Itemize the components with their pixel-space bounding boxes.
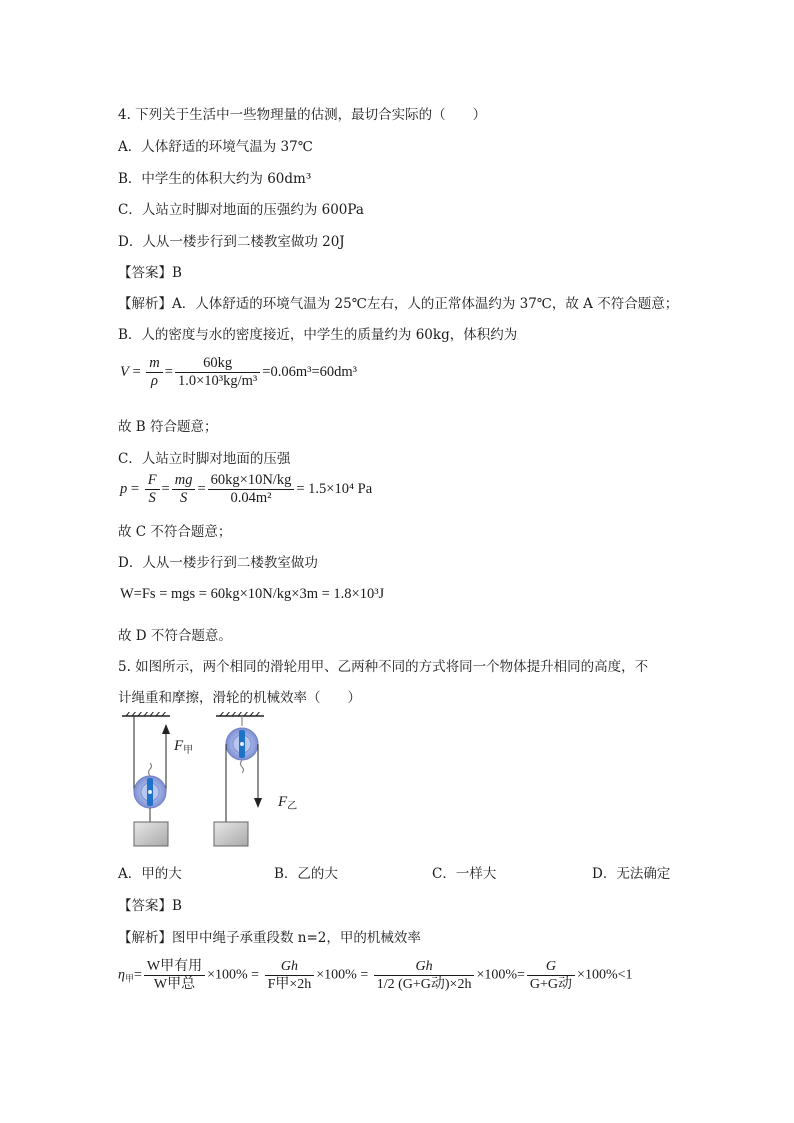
eq-numerator: G <box>527 958 575 976</box>
eq-denominator: 0.04m² <box>230 490 272 506</box>
pulley-diagram <box>118 712 318 852</box>
force-label-yi: $F_乙$ <box>278 794 298 812</box>
q5-equation-efficiency: $\eta_甲=$ $\frac{\text{W甲有用}}{\text{W甲总}}$ ×100% = $\frac{Gh}{\text{F甲×2h}}$ ×100% = $\frac{Gh}{\text{1/2 (G+G动)×2h}}$ ×100%= $\frac{G}{\text{G+G动}}$ ×100%<1 <box>118 959 633 992</box>
eq-denominator: 1.0×10³kg/m³ <box>177 373 258 389</box>
q4-equation-volume: V = $\frac{m}{\rho}$ = $\frac{60kg}{\text{1.0×10³kg/m³}}$ =0.06m³=60dm³ <box>120 355 358 389</box>
eq-numerator: F <box>145 472 160 490</box>
q4-conclusion-d: 故 D 不符合题意。 <box>118 628 232 644</box>
eq-fraction <box>146 355 162 390</box>
eq-percent: ×100% <box>476 967 518 983</box>
eq-fraction <box>175 355 260 390</box>
eq-fraction <box>145 472 160 507</box>
force-label-jia: $F_甲$ <box>174 738 194 756</box>
eq-fraction <box>265 958 315 993</box>
q4-option-b: B．中学生的体积大约为 60dm³ <box>118 171 312 187</box>
q5-answer: 【答案】B <box>118 898 182 914</box>
q4-option-c: C．人站立时脚对地面的压强约为 600Pa <box>118 202 364 218</box>
question-5-stem-line2: 计绳重和摩擦，滑轮的机械效率（ ） <box>118 690 361 706</box>
eq-fraction <box>208 472 295 507</box>
q4-analysis-d: D．人从一楼步行到二楼教室做功 <box>118 555 318 571</box>
eq-denominator: F甲×2h <box>267 977 312 992</box>
eq-denominator: S <box>148 490 156 506</box>
eq-percent: ×100% <box>316 967 357 983</box>
q5-option-a: A．甲的大 <box>118 866 182 882</box>
eq-numerator: 60kg×10N/kg <box>208 472 295 490</box>
q5-option-b: B．乙的大 <box>274 866 338 882</box>
eq-symbol: η <box>118 967 125 983</box>
eq-fraction <box>374 958 475 993</box>
q4-answer: 【答案】B <box>118 265 182 281</box>
eq-half: 1/2 <box>376 977 395 992</box>
eq-symbol: p <box>120 480 128 497</box>
q4-option-d: D．人从一楼步行到二楼教室做功 20J <box>118 234 345 250</box>
eq-fraction <box>527 958 575 993</box>
eq-denominator <box>374 976 475 993</box>
eq-denominator: S <box>179 490 188 506</box>
eq-numerator: mg <box>172 472 196 490</box>
q5-option-d: D．无法确定 <box>592 866 671 882</box>
q4-analysis-b: B．人的密度与水的密度接近，中学生的质量约为 60kg，体积约为 <box>118 327 518 343</box>
q4-equation-work: W=Fs = mgs = 60kg×10N/kg×3m = 1.8×10³J <box>120 586 385 602</box>
eq-denominator-text: (G+G动)×2h <box>398 977 472 992</box>
question-5-stem-line1: 5. 如图所示，两个相同的滑轮用甲、乙两种不同的方式将同一个物体提升相同的高度，不 <box>118 659 649 675</box>
eq-result: ×100%<1 <box>577 967 633 983</box>
q4-option-a: A．人体舒适的环境气温为 37℃ <box>118 139 313 155</box>
question-4-stem: 4. 下列关于生活中一些物理量的估测，最切合实际的（ ） <box>118 107 487 123</box>
eq-numerator: m <box>146 355 162 373</box>
eq-numerator: Gh <box>265 958 315 976</box>
q5-analysis: 【解析】图甲中绳子承重段数 n=2，甲的机械效率 <box>118 930 421 946</box>
eq-symbol: V <box>120 363 129 380</box>
fixed-pulley-setup <box>214 712 297 846</box>
q4-conclusion-b: 故 B 符合题意； <box>118 419 218 435</box>
eq-subscript: 甲 <box>124 973 134 984</box>
eq-denominator: ρ <box>151 373 159 389</box>
q4-analysis-a: 【解析】A．人体舒适的环境气温为 25℃左右，人的正常体温约为 37℃，故 A 不符合题意； <box>118 296 679 312</box>
eq-result: = 1.5×10⁴ Pa <box>296 480 373 497</box>
eq-denominator: W甲总 <box>153 977 196 992</box>
q4-analysis-c: C．人站立时脚对地面的压强 <box>118 451 291 467</box>
eq-result: =0.06m³=60dm³ <box>262 363 358 380</box>
eq-numerator: 60kg <box>175 355 260 373</box>
eq-fraction <box>144 958 205 993</box>
eq-numerator: Gh <box>374 958 475 976</box>
q4-conclusion-c: 故 C 不符合题意； <box>118 524 232 540</box>
q4-equation-pressure: p = $\frac{F}{S}$ = $\frac{mg}{S}$ = $\frac{60kg\times 10N/kg}{\text{0.04m²}}$ = 1.5×10⁴ Pa <box>120 472 373 506</box>
movable-pulley-setup <box>122 712 193 846</box>
eq-denominator: G+G动 <box>529 977 573 992</box>
eq-numerator: W甲有用 <box>144 958 205 976</box>
q5-option-c: C．一样大 <box>432 866 497 882</box>
eq-percent: ×100% <box>207 967 248 983</box>
eq-fraction <box>172 472 196 507</box>
